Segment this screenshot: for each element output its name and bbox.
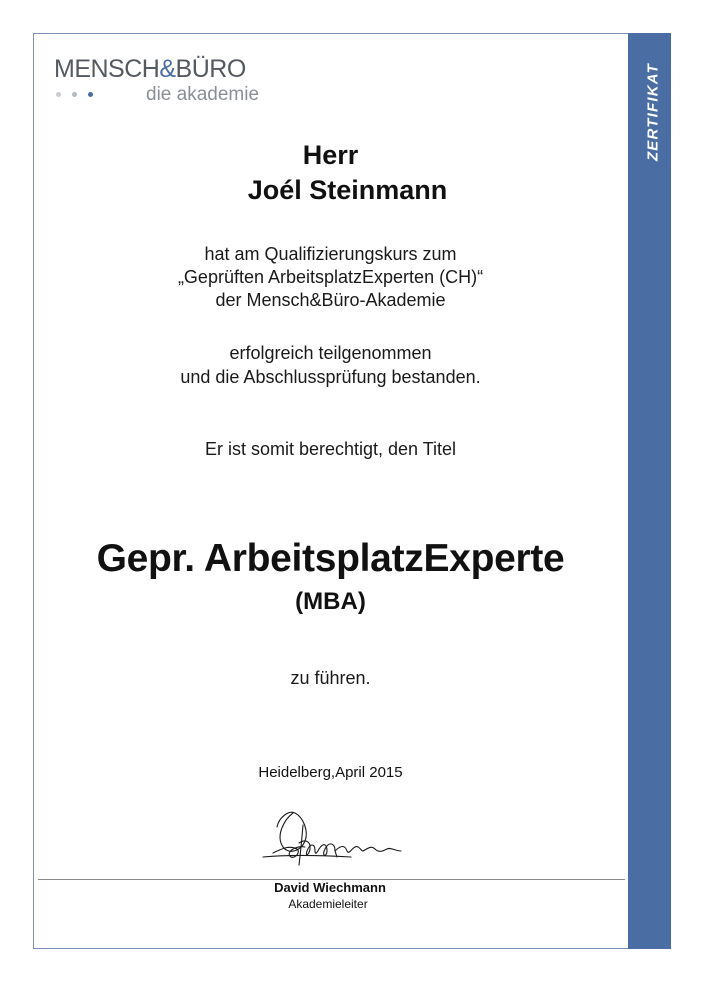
handwritten-signature: [255, 805, 415, 875]
logo-ampersand: &: [159, 55, 176, 83]
certificate-title-abbreviation: (MBA): [295, 588, 366, 615]
recipient-salutation: Herr: [302, 140, 359, 170]
logo-dot: [72, 92, 77, 97]
logo-part-mensch: MENSCH: [54, 55, 160, 83]
body-line: und die Abschlussprüfung bestanden.: [180, 367, 481, 387]
side-label: ZERTIFIKAT: [644, 62, 662, 162]
logo-dots: [56, 92, 106, 100]
logo-subtitle: die akademie: [146, 84, 260, 105]
body-line: erfolgreich teilgenommen: [229, 343, 432, 363]
side-band: [628, 33, 671, 949]
academy-logo: [54, 54, 274, 106]
body-line: der Mensch&Büro-Akademie: [215, 290, 446, 310]
body-line: hat am Qualifizierungskurs zum: [204, 244, 457, 264]
logo-part-buero: BÜRO: [175, 55, 246, 83]
signer-role: Akademieleiter: [288, 897, 368, 911]
logo-dot: [56, 92, 61, 97]
course-name-line: „Geprüften ArbeitsplatzExperten (CH)“: [177, 267, 484, 287]
closing-line: zu führen.: [290, 668, 371, 688]
certificate-title: Gepr. ArbeitsplatzExperte: [96, 537, 565, 580]
recipient-name: Joél Steinmann: [247, 175, 448, 205]
body-line: Er ist somit berechtigt, den Titel: [204, 439, 457, 459]
logo-dot: [88, 92, 93, 97]
signer-name: David Wiechmann: [274, 880, 386, 895]
place-date: Heidelberg,April 2015: [258, 764, 403, 781]
logo-wordmark: [54, 54, 246, 84]
